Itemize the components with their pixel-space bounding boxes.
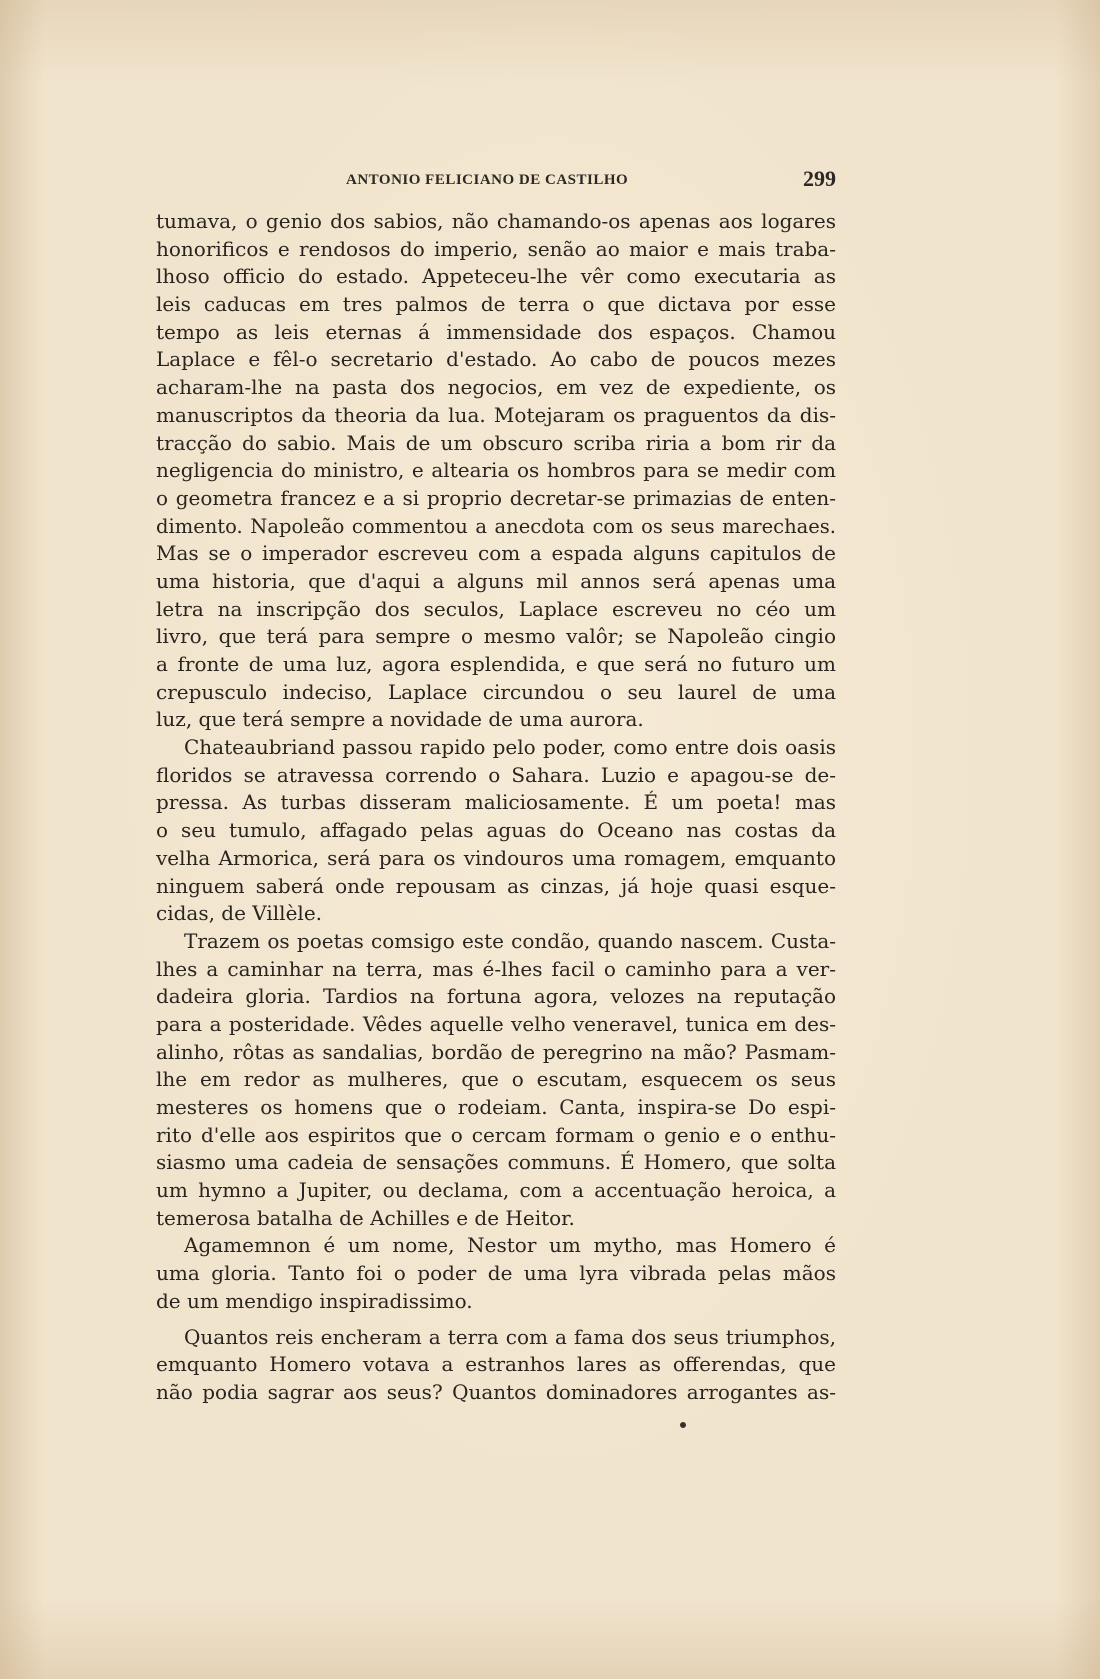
text-line: pressa. As turbas disseram maliciosamente. É um poeta! mas: [156, 790, 836, 815]
text-line: acharam-lhe na pasta dos negocios, em vez de expediente, os: [156, 375, 836, 400]
text-line: a fronte de uma luz, agora esplendida, e que será no futuro um: [156, 652, 836, 676]
text-line: dadeira gloria. Tardios na fortuna agora, velozes na reputação: [156, 984, 836, 1009]
text-line: livro, que terá para sempre o mesmo valôr; se Napoleão cingio: [156, 624, 836, 649]
text-line: manuscriptos da theoria da lua. Motejaram os praguentos da dis-: [156, 402, 836, 427]
text-line: luz, que terá sempre a novidade de uma aurora.: [156, 707, 644, 732]
text-line: honorificos e rendosos do imperio, senão ao maior e mais traba-: [156, 236, 836, 261]
text-line: tracção do sabio. Mais de um obscuro scriba riria a bom rir da: [156, 430, 836, 455]
text-line: para a posteridade. Vêdes aquelle velho veneravel, tunica em des-: [156, 1011, 836, 1036]
text-line: leis caducas em tres palmos de terra o que dictava por esse: [156, 292, 836, 317]
text-line: não podia sagrar aos seus? Quantos dominadores arrogantes as-: [156, 1379, 836, 1404]
text-line: o geometra francez e a si proprio decretar-se primazias de enten-: [156, 485, 836, 510]
text-line: velha Armorica, será para os vindouros uma romagem, emquanto: [156, 845, 836, 870]
text-line: siasmo uma cadeia de sensações communs. É Homero, que solta: [156, 1150, 836, 1175]
text-line: rito d'elle aos espiritos que o cercam formam o genio e o enthu-: [156, 1122, 836, 1147]
text-line: tumava, o genio dos sabios, não chamando-os apenas aos logares: [156, 209, 836, 233]
body-text: [156, 208, 836, 1407]
text-line: ninguem saberá onde repousam as cinzas, já hoje quasi esque-: [156, 873, 836, 898]
text-line: cidas, de Villèle.: [156, 901, 323, 926]
running-title: ANTONIO FELICIANO DE CASTILHO: [346, 172, 629, 188]
text-line: crepusculo indeciso, Laplace circundou o seu laurel de uma: [156, 679, 836, 704]
text-line: letra na inscripção dos seculos, Laplace escreveu no céo um: [156, 596, 836, 621]
text-line: uma gloria. Tanto foi o poder de uma lyra vibrada pelas mãos: [156, 1261, 836, 1286]
paragraph-first-line: Agamemnon é um nome, Nestor um mytho, mas Homero é: [184, 1233, 836, 1258]
paragraph-gap: [156, 1316, 836, 1324]
paragraph-first-line: Trazem os poetas comsigo este condão, quando nascem. Custa-: [184, 928, 836, 953]
text-line: de um mendigo inspiradissimo.: [156, 1288, 473, 1313]
paragraph-first-line: Quantos reis encheram a terra com a fama dos seus triumphos,: [184, 1324, 836, 1349]
page-number: 299: [803, 166, 836, 191]
text-line: lhoso officio do estado. Appeteceu-lhe vêr como executaria as: [156, 264, 836, 289]
text-line: Laplace e fêl-o secretario d'estado. Ao cabo de poucos mezes: [156, 347, 836, 372]
text-line: floridos se atravessa correndo o Sahara. Luzio e apagou-se de-: [156, 762, 836, 787]
text-line: lhes a caminhar na terra, mas é-lhes facil o caminho para a ver-: [156, 956, 836, 981]
text-line: alinho, rôtas as sandalias, bordão de peregrino na mão? Pasmam-: [156, 1039, 836, 1064]
text-line: Mas se o imperador escreveu com a espada alguns capitulos de: [156, 541, 836, 566]
text-line: negligencia do ministro, e altearia os hombros para se medir com: [156, 458, 836, 483]
text-line: o seu tumulo, affagado pelas aguas do Oceano nas costas da: [156, 818, 836, 843]
text-line: temerosa batalha de Achilles e de Heitor.: [156, 1205, 575, 1230]
text-line: um hymno a Jupiter, ou declama, com a accentuação heroica, a: [156, 1178, 836, 1203]
text-line: dimento. Napoleão commentou a anecdota com os seus marechaes.: [156, 514, 836, 538]
text-line: emquanto Homero votava a estranhos lares as offerendas, que: [156, 1352, 836, 1377]
text-line: mesteres os homens que o rodeiam. Canta, inspira-se Do espi-: [156, 1095, 836, 1119]
text-line: lhe em redor as mulheres, que o escutam, esquecem os seus: [156, 1067, 836, 1092]
text-line: tempo as leis eternas á immensidade dos espaços. Chamou: [156, 319, 836, 344]
text-line: uma historia, que d'aqui a alguns mil annos será apenas uma: [156, 568, 836, 593]
ink-speck: [680, 1422, 686, 1428]
paragraph-first-line: Chateaubriand passou rapido pelo poder, como entre dois oasis: [184, 735, 836, 760]
running-head: [156, 168, 836, 198]
